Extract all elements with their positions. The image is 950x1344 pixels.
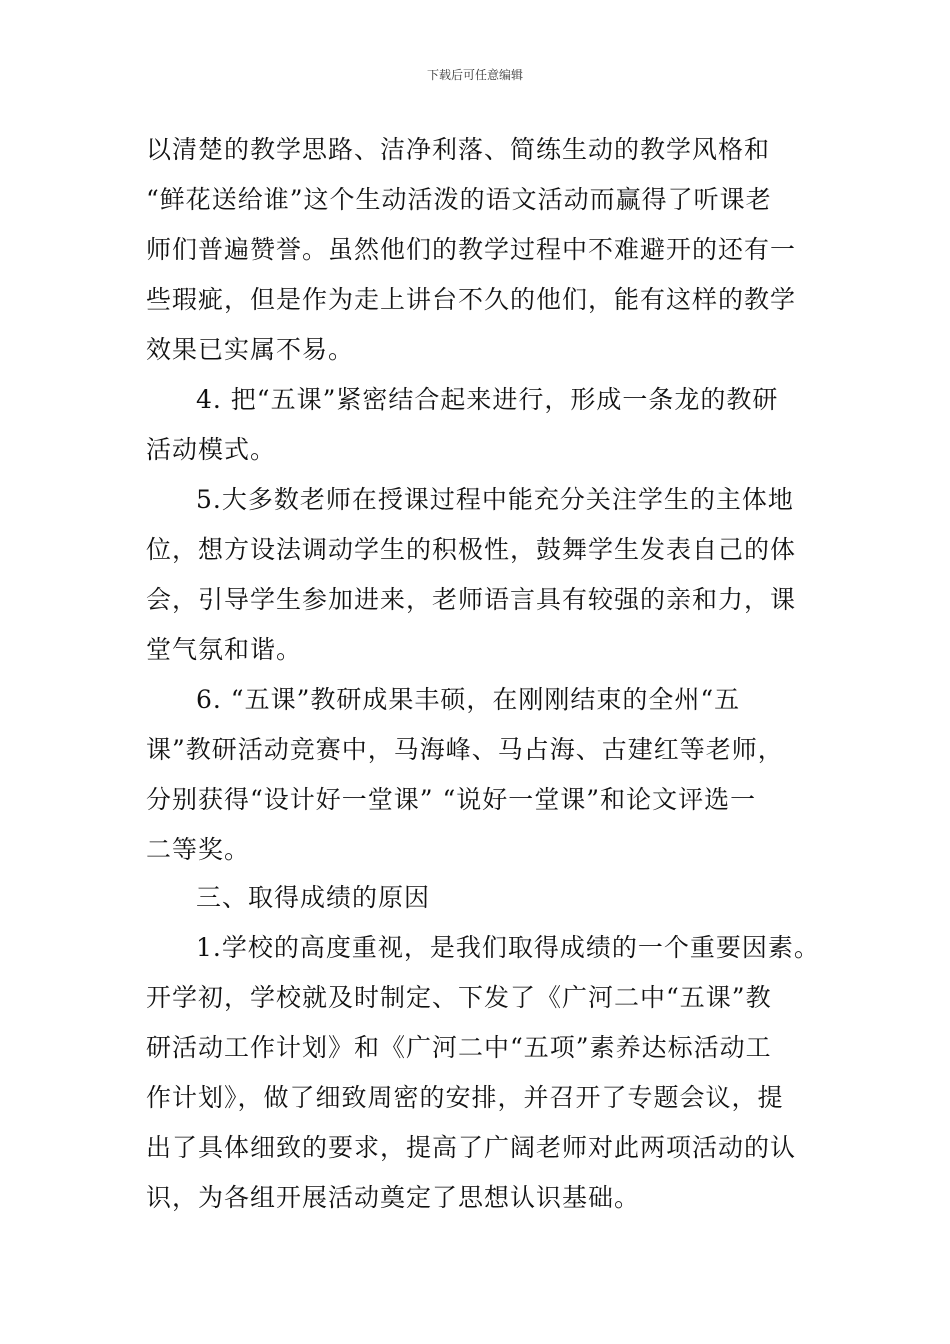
paragraph-line: 研活动工作计划》和《广河二中“五项”素养达标活动工 — [146, 1033, 772, 1062]
paragraph-line: 会，引导学生参加进来，老师语言具有较强的亲和力，课 — [146, 585, 797, 614]
paragraph-line: 二等奖。 — [146, 835, 251, 864]
paragraph-line: 5.大多数老师在授课过程中能充分关注学生的主体地 — [196, 485, 794, 514]
section-heading: 三、取得成绩的原因 — [196, 883, 431, 912]
page-header: 下载后可任意编辑 — [426, 68, 523, 82]
paragraph-line: 6. “五课”教研成果丰硕，在刚刚结束的全州“五 — [196, 685, 741, 714]
paragraph-line: 位，想方设法调动学生的积极性，鼓舞学生发表自己的体 — [146, 535, 797, 564]
paragraph-line: 1.学校的高度重视，是我们取得成绩的一个重要因素。 — [196, 933, 820, 962]
paragraph-line: 识，为各组开展活动奠定了思想认识基础。 — [146, 1183, 641, 1212]
paragraph-line: 课”教研活动竞赛中，马海峰、马占海、古建红等老师， — [146, 735, 784, 764]
paragraph-line: 些瑕疵，但是作为走上讲台不久的他们，能有这样的教学 — [146, 285, 797, 314]
paragraph-line: 师们普遍赞誉。虽然他们的教学过程中不难避开的还有一 — [146, 235, 797, 264]
paragraph-line: 堂气氛和谐。 — [146, 635, 303, 664]
paragraph-line: 出了具体细致的要求，提高了广阔老师对此两项活动的认 — [146, 1133, 797, 1162]
paragraph-line: 以清楚的教学思路、洁净利落、简练生动的教学风格和 — [146, 135, 771, 164]
paragraph-line: 分别获得“设计好一堂课” “说好一堂课”和论文评选一 — [146, 785, 757, 814]
paragraph-line: “鲜花送给谁”这个生动活泼的语文活动而赢得了听课老 — [146, 185, 772, 214]
paragraph-line: 作计划》，做了细致周密的安排，并召开了专题会议，提 — [146, 1083, 784, 1112]
paragraph-line: 4. 把“五课”紧密结合起来进行，形成一条龙的教研 — [196, 385, 779, 414]
paragraph-line: 开学初，学校就及时制定、下发了《广河二中“五课”教 — [146, 983, 772, 1012]
paragraph-line: 活动模式。 — [146, 435, 277, 464]
paragraph-line: 效果已实属不易。 — [146, 335, 355, 364]
